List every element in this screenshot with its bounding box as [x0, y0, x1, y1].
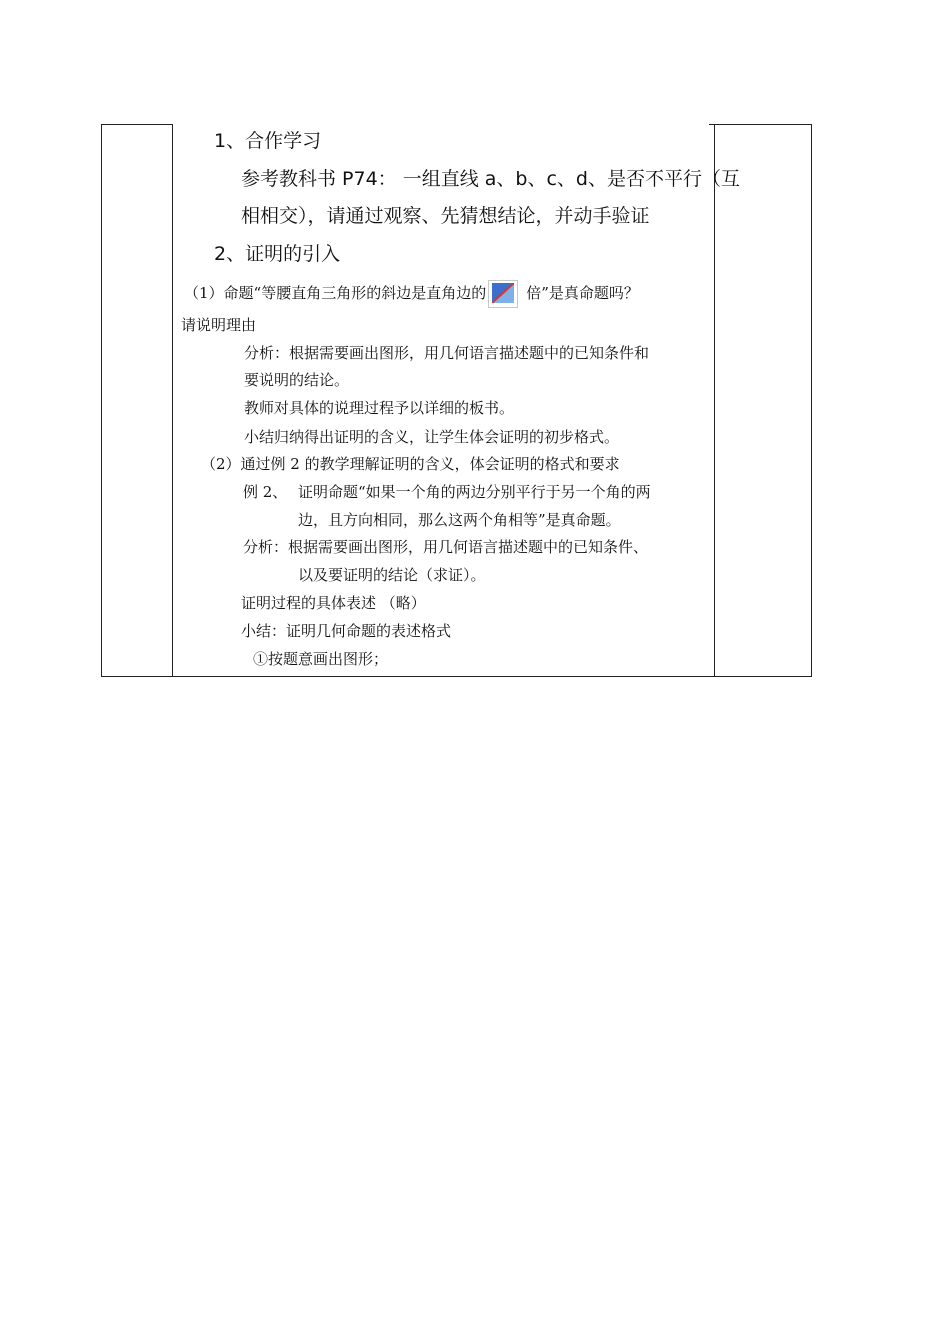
broken-image-icon [488, 280, 518, 308]
section1-line2: 相相交），请通过观察、先猜想结论，并动手验证 [241, 205, 650, 227]
section1-heading: 1、合作学习 [214, 130, 322, 152]
item1-teacher: 教师对具体的说理过程予以详细的板书。 [244, 399, 515, 417]
section2-heading: 2、证明的引入 [214, 243, 341, 265]
item2-analysis1: 分析：根据需要画出图形，用几何语言描述题中的已知条件、 [243, 538, 649, 556]
item2-example-label: 例 2、 [243, 483, 288, 501]
item1-analysis1: 分析：根据需要画出图形，用几何语言描述题中的已知条件和 [244, 344, 650, 362]
item1-line2: 请说明理由 [181, 316, 257, 334]
item1-question [184, 280, 639, 308]
item1-after-image: 倍”是真命题吗？ [526, 284, 639, 302]
item2-example2: 边，且方向相同，那么这两个角相等”是真命题。 [298, 511, 621, 529]
item1-before-image: （1）命题“等腰直角三角形的斜边是直角边的 [184, 284, 487, 302]
item2-step1: ①按题意画出图形； [253, 650, 389, 668]
item2-proof: 证明过程的具体表述 （略） [241, 594, 426, 612]
section1-line1: 参考教科书 P74： 一组直线 a、b、c、d、是否不平行（互 [241, 168, 740, 190]
column-divider-left [172, 125, 173, 676]
item2-example1: 证明命题“如果一个角的两边分别平行于另一个角的两 [298, 483, 651, 501]
item2-intro: （2）通过例 2 的教学理解证明的含义，体会证明的格式和要求 [201, 455, 620, 473]
item1-summary: 小结归纳得出证明的含义，让学生体会证明的初步格式。 [244, 428, 620, 446]
item2-summary: 小结：证明几何命题的表述格式 [241, 622, 452, 640]
item2-analysis2: 以及要证明的结论（求证）。 [298, 566, 486, 584]
column-divider-right [714, 125, 715, 676]
item1-analysis2: 要说明的结论。 [244, 371, 350, 389]
